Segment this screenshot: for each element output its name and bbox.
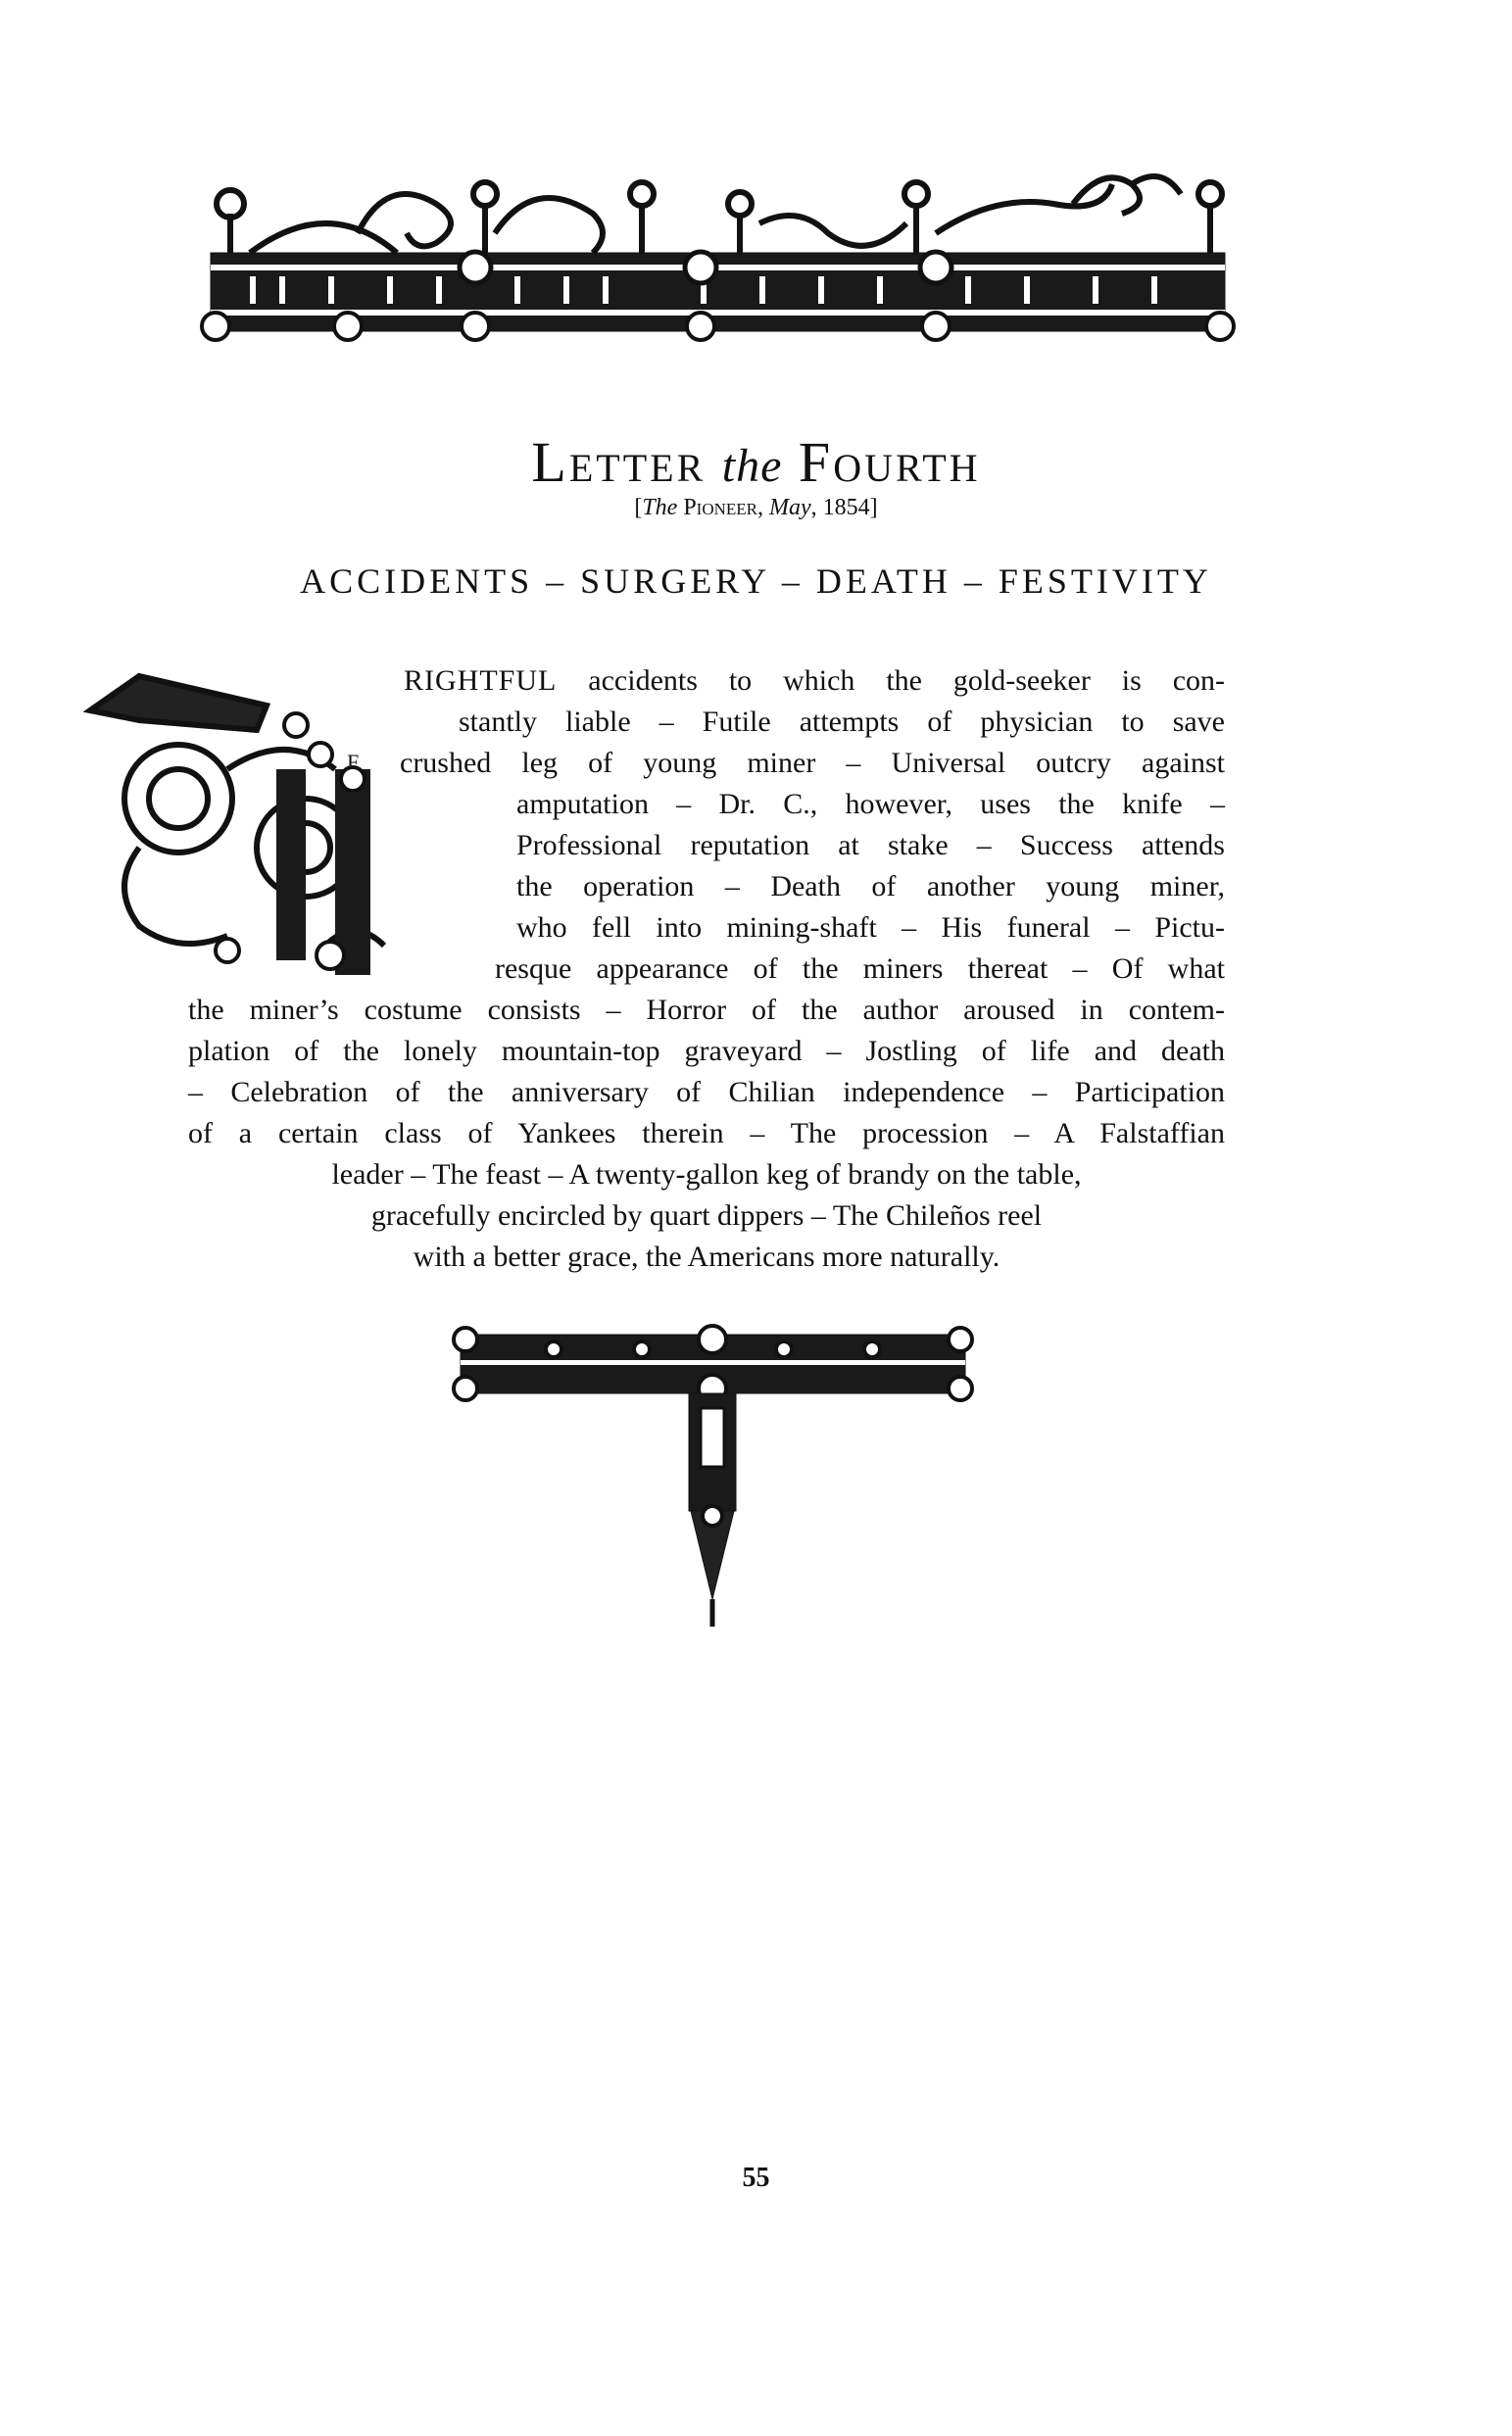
synopsis-line-15: with a better grace, the Americans more naturally.: [413, 1241, 1000, 1273]
synopsis-line-9: the miner’s costume consists – Horror of the author aroused in contem-: [188, 994, 1225, 1026]
synopsis-line-1: RIGHTFUL accidents to which the gold-seeker is con-: [404, 664, 1225, 697]
synopsis-line-10: plation of the lonely mountain-top graveyard – Jostling of life and death: [188, 1035, 1225, 1067]
initial-letter: F: [347, 750, 360, 774]
ornamental-headpiece: [191, 145, 1244, 346]
title-last-rest: OURTH: [833, 446, 981, 490]
title-first-cap: L: [531, 430, 569, 494]
letter-title: [0, 429, 1512, 495]
synopsis-line-14: gracefully encircled by quart dippers – The Chileños reel: [370, 1199, 1043, 1232]
synopsis-line-5: Professional reputation at stake – Success attends: [516, 829, 1225, 861]
synopsis-line-2: stantly liable – Futile attempts of physician to save: [459, 706, 1225, 738]
title-first-rest: ETTER: [568, 446, 707, 490]
source-the: The: [642, 495, 678, 520]
initial-lead-word: RIGHTFUL: [404, 664, 558, 697]
synopsis-line-11: – Celebration of the anniversary of Chilian independence – Participation: [188, 1076, 1225, 1108]
source-month: May: [769, 495, 811, 520]
synopsis-line-7: who fell into mining-shaft – His funeral – Pictu-: [516, 911, 1225, 944]
synopsis-line-3: crushed leg of young miner – Universal outcry against: [400, 747, 1225, 779]
source-journal: Pioneer: [683, 495, 757, 520]
title-the: the: [721, 440, 783, 492]
source-citation: [The Pioneer, May, 1854]: [634, 495, 878, 520]
ornamental-tailpiece: [446, 1315, 980, 1629]
source-year: , 1854]: [810, 495, 878, 520]
ornamental-initial-illustration: [80, 652, 507, 975]
synopsis-line-4: amputation – Dr. C., however, uses the knife –: [516, 788, 1225, 820]
synopsis-line-12: of a certain class of Yankees therein – The procession – A Falstaffian: [188, 1117, 1225, 1149]
title-last-cap: F: [798, 430, 834, 494]
chapter-heading: ACCIDENTS – SURGERY – DEATH – FESTIVITY: [300, 561, 1212, 601]
synopsis-line-6: the operation – Death of another young miner,: [516, 870, 1225, 902]
synopsis-line-13: leader – The feast – A twenty-gallon keg of brandy on the table,: [331, 1158, 1082, 1191]
synopsis-line-8: resque appearance of the miners thereat – Of what: [495, 952, 1225, 985]
page-number: 55: [742, 2163, 770, 2193]
